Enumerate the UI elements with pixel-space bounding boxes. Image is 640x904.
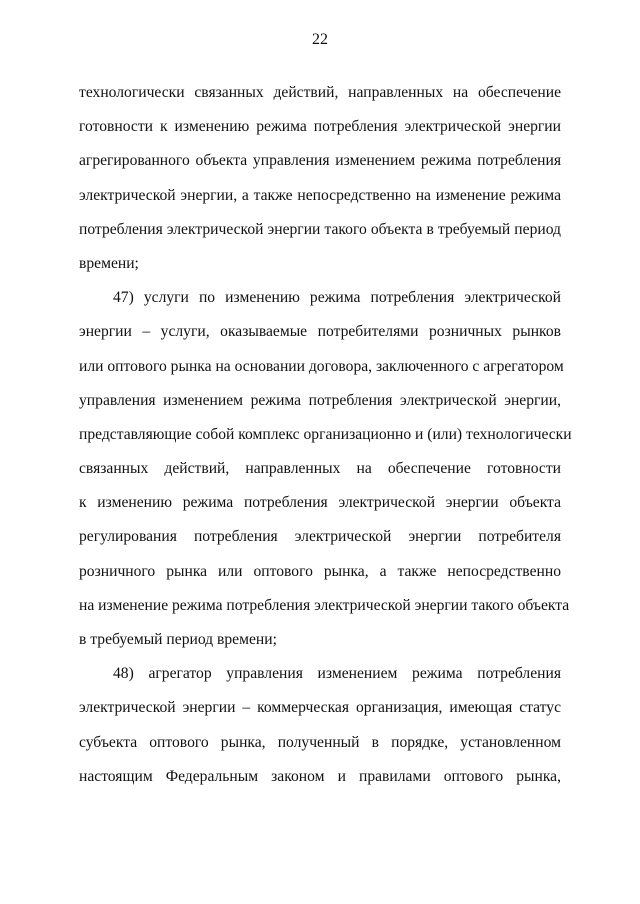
text-line: энергии – услуги, оказываемые потребителями розничных рынков — [79, 323, 561, 341]
text-line: времени; — [79, 254, 139, 272]
text-line: регулирования потребления электрической энергии потребителя — [79, 528, 561, 546]
text-line: потребления электрической энергии такого объекта в требуемый период — [79, 220, 561, 238]
text-line: управления изменением режима потребления электрической энергии, — [79, 391, 561, 409]
text-line: связанных действий, направленных на обеспечение готовности — [79, 460, 561, 478]
text-line: в требуемый период времени; — [79, 631, 277, 648]
text-line: технологически связанных действий, направленных на обеспечение — [79, 84, 561, 101]
text-line: готовности к изменению режима потребления электрической энергии — [79, 118, 561, 136]
document-body — [79, 76, 572, 794]
text-line: розничного рынка или оптового рынка, а также непосредственно — [79, 562, 561, 580]
text-line: электрической энергии – коммерческая организация, имеющая статус — [79, 699, 561, 717]
text-line: на изменение режима потребления электрической энергии такого объекта — [79, 596, 570, 614]
paragraph-48-first-line: 48) агрегатор управления изменением режима потребления — [113, 665, 561, 683]
page-number: 22 — [312, 31, 328, 48]
text-line: к изменению режима потребления электрической энергии объекта — [79, 494, 561, 512]
paragraph-47-first-line: 47) услуги по изменению режима потребления электрической — [113, 289, 561, 307]
text-line: настоящим Федеральным законом и правилами оптового рынка, — [79, 767, 561, 785]
text-line: электрической энергии, а также непосредственно на изменение режима — [79, 186, 561, 204]
text-line: агрегированного объекта управления изменением режима потребления — [79, 152, 561, 170]
text-line: или оптового рынка на основании договора, заключенного с агрегатором — [79, 357, 564, 375]
text-line: представляющие собой комплекс организационно и (или) технологически — [79, 425, 572, 443]
text-line: субъекта оптового рынка, полученный в порядке, установленном — [79, 733, 561, 751]
